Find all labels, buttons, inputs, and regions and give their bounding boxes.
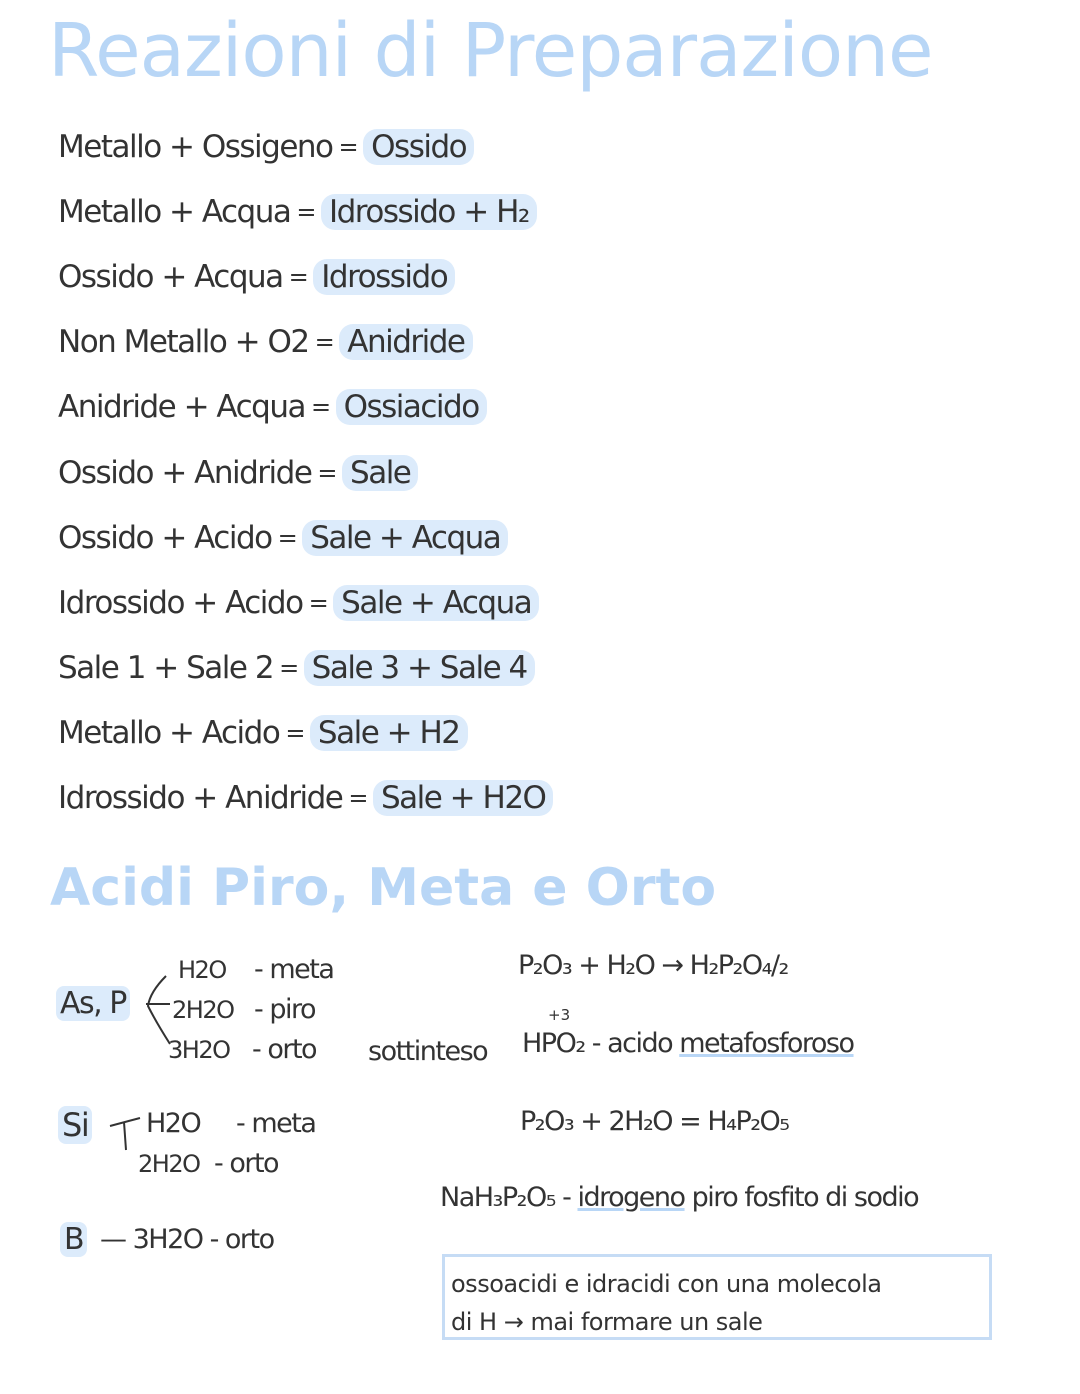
equals-sign: =: [348, 784, 367, 813]
equals-sign: =: [296, 197, 315, 226]
reaction-product: Sale + H2: [310, 715, 468, 751]
equals-sign: =: [279, 654, 298, 683]
reaction-reactants: Ossido + Acido: [58, 519, 272, 556]
note-line-2: di H → mai formare un sale: [451, 1308, 763, 1336]
nah-formula: NaH₃P₂O₅: [440, 1182, 556, 1213]
reaction-product: Sale + Acqua: [333, 585, 539, 621]
reaction-product: Sale + Acqua: [302, 520, 508, 556]
reaction-reactants: Idrossido + Acido: [58, 584, 303, 621]
right-equation-1: P₂O₃ + H₂O → H₂P₂O₄/₂: [518, 950, 788, 981]
reaction-product: Idrossido + H₂: [321, 194, 537, 230]
hpo2-dash: -: [584, 1028, 608, 1059]
nah-dash: -: [555, 1182, 578, 1213]
oxidation-number: +3: [548, 1006, 571, 1024]
reaction-product: Sale + H2O: [373, 780, 553, 816]
hpo2-line: [522, 1028, 854, 1059]
b-text: — 3H2O - orto: [100, 1224, 274, 1255]
nah-name-a: idrogeno: [577, 1182, 685, 1213]
reaction-reactants: Ossido + Acqua: [58, 258, 283, 295]
asp-elements: As, P: [56, 986, 130, 1021]
reaction-product: Idrossido: [313, 259, 455, 295]
right-equation-2: P₂O₃ + 2H₂O = H₄P₂O₅: [520, 1106, 789, 1137]
reaction-reactants: Non Metallo + O2: [58, 324, 309, 361]
asp-branch-bracket: [148, 976, 170, 1044]
reaction-product: Ossido: [363, 129, 474, 165]
asp-water-1: H2O: [178, 956, 226, 984]
equals-sign: =: [277, 523, 297, 552]
reaction-product: Sale: [342, 455, 418, 491]
reaction-reactants: Metallo + Acqua: [58, 193, 291, 230]
reaction-product: Ossiacido: [336, 389, 487, 425]
reaction-product: Anidride: [339, 324, 472, 360]
reaction-product: Sale 3 + Sale 4: [304, 650, 535, 686]
section-title: Acidi Piro, Meta e Orto: [50, 858, 717, 918]
equals-sign: =: [288, 262, 308, 291]
si-label-2: - orto: [214, 1148, 279, 1179]
note-line-1: ossoacidi e idracidi con una molecola: [451, 1270, 882, 1298]
hpo2-name-a: acido: [607, 1028, 680, 1059]
hpo2-name-b: metafosforoso: [679, 1028, 854, 1059]
equals-sign: =: [314, 328, 334, 357]
reaction-reactants: Metallo + Acido: [58, 715, 280, 752]
asp-label-3: - orto: [252, 1034, 317, 1065]
equals-sign: =: [310, 393, 330, 422]
si-water-1: H2O: [146, 1108, 201, 1139]
asp-water-3: 3H2O: [168, 1036, 230, 1064]
asp-note: sottinteso: [368, 1036, 488, 1067]
note-box: [442, 1254, 992, 1340]
nah-name-b: piro fosfito di sodio: [684, 1182, 919, 1213]
si-element: Si: [58, 1106, 92, 1144]
reaction-reactants: Metallo + Ossigeno: [58, 128, 333, 165]
reaction-reactants: Sale 1 + Sale 2: [58, 650, 274, 687]
asp-water-2: 2H2O: [172, 996, 234, 1024]
si-branch-stem: [110, 1118, 140, 1150]
equals-sign: =: [338, 132, 358, 161]
equals-sign: =: [308, 588, 328, 617]
reaction-reactants: Anidride + Acqua: [58, 389, 305, 426]
nah-line: [440, 1182, 918, 1213]
reaction-reactants: Idrossido + Anidride: [58, 780, 343, 817]
hpo2-formula: HPO₂: [522, 1028, 585, 1059]
si-water-2: 2H2O: [138, 1150, 200, 1178]
si-label-1: - meta: [236, 1108, 316, 1139]
reaction-reactants: Ossido + Anidride: [58, 454, 312, 491]
asp-label-1: - meta: [254, 954, 334, 985]
asp-label-2: - piro: [254, 994, 315, 1025]
equals-sign: =: [285, 719, 304, 748]
equals-sign: =: [317, 458, 337, 487]
b-element: B: [60, 1222, 87, 1257]
page-title: Reazioni di Preparazione: [48, 8, 933, 94]
